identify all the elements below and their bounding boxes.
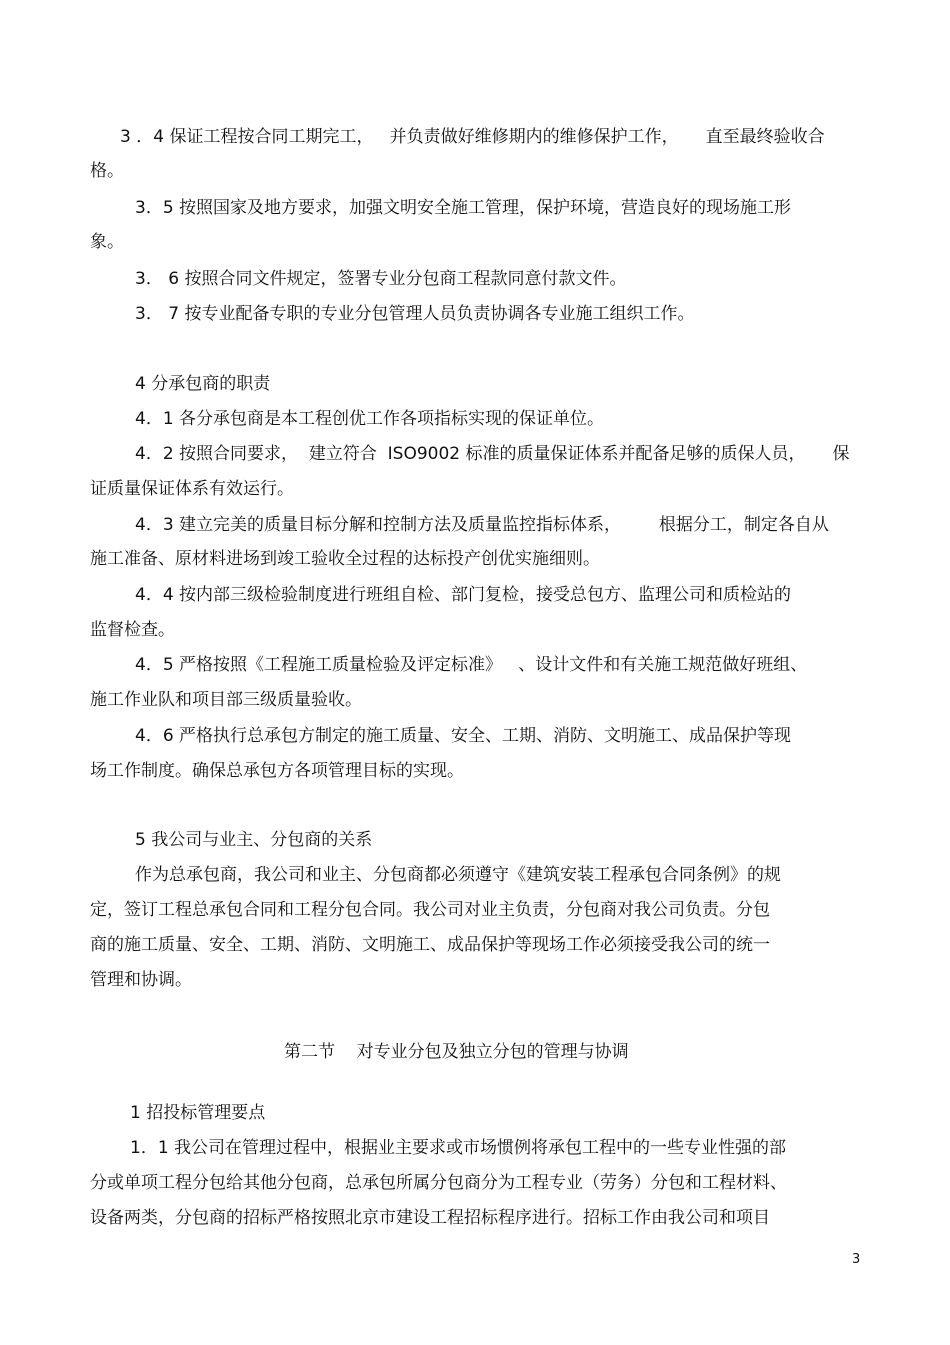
text-line: 施工作业队和项目部三级质量验收。 <box>90 690 362 710</box>
section-heading: 4 分承包商的职责 <box>135 374 271 394</box>
text-line: 格。 <box>90 161 124 181</box>
text-line: 设备两类，分包商的招标严格按照北京市建设工程招标程序进行。招标工作由我公司和项目 <box>90 1208 770 1228</box>
text-line: 1．1 我公司在管理过程中，根据业主要求或市场惯例将承包工程中的一些专业性强的部 <box>130 1138 787 1158</box>
section-heading: 1 招投标管理要点 <box>130 1103 266 1123</box>
text-line: 商的施工质量、安全、工期、消防、文明施工、成品保护等现场工作必须接受我公司的统一 <box>90 935 770 955</box>
text-line: 4．6 严格执行总承包方制定的施工质量、安全、工期、消防、文明施工、成品保护等现 <box>135 726 792 746</box>
text-line: 管理和协调。 <box>90 970 192 990</box>
text-line: 3．5 按照国家及地方要求，加强文明安全施工管理，保护环境，营造良好的现场施工形 <box>135 198 792 218</box>
text-line: 作为总承包商，我公司和业主、分包商都必须遵守《建筑安装工程承包合同条例》的规 <box>135 865 781 885</box>
text-line: 4．5 严格按照《工程施工质量检验及评定标准》 、设计文件和有关施工规范做好班组、 <box>135 655 808 675</box>
text-line: 施工准备、原材料进场到竣工验收全过程的达标投产创优实施细则。 <box>90 549 600 569</box>
text-line: 4．3 建立完美的质量目标分解和控制方法及质量监控指标体系， 根据分工，制定各自从 <box>135 515 829 535</box>
chapter-heading: 第二节 对专业分包及独立分包的管理与协调 <box>284 1042 629 1062</box>
text-line: 象。 <box>90 232 124 252</box>
page-number: 3 <box>852 1252 861 1267</box>
text-line: 4．1 各分承包商是本工程创优工作各项指标实现的保证单位。 <box>135 409 605 429</box>
text-line: 4．2 按照合同要求， 建立符合 ISO9002 标准的质量保证体系并配备足够的质保人员， 保 <box>135 444 850 464</box>
text-line: 3． 7 按专业配备专职的专业分包管理人员负责协调各专业施工组织工作。 <box>135 304 695 324</box>
text-line: 监督检查。 <box>90 620 175 640</box>
text-line: 分或单项工程分包给其他分包商，总承包所属分包商分为工程专业（劳务）分包和工程材料、 <box>90 1173 787 1193</box>
text-line: 证质量保证体系有效运行。 <box>90 479 294 499</box>
text-line: 4．4 按内部三级检验制度进行班组自检、部门复检，接受总包方、监理公司和质检站的 <box>135 585 792 605</box>
text-line: 3 ．4 保证工程按合同工期完工， 并负责做好维修期内的维修保护工作， 直至最终验收合 <box>120 127 825 147</box>
text-line: 定，签订工程总承包合同和工程分包合同。我公司对业主负责，分包商对我公司负责。分包 <box>90 900 770 920</box>
text-line: 3． 6 按照合同文件规定，签署专业分包商工程款同意付款文件。 <box>135 269 627 289</box>
text-line: 场工作制度。确保总承包方各项管理目标的实现。 <box>90 761 464 781</box>
section-heading: 5 我公司与业主、分包商的关系 <box>135 830 373 850</box>
